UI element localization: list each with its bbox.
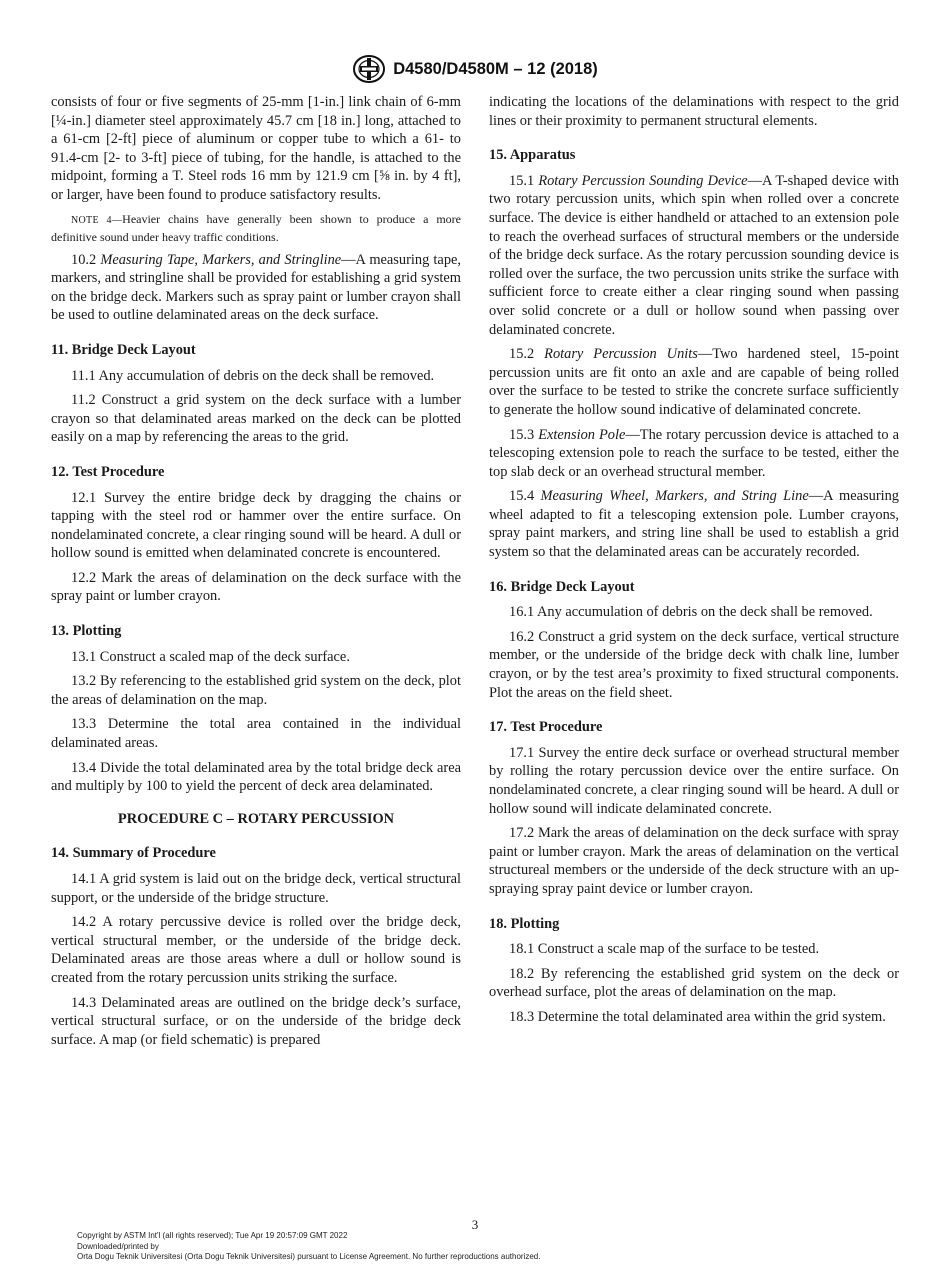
page-header bbox=[0, 52, 950, 86]
paragraph: consists of four or five segments of 25-mm [1-in.] link chain of 6-mm [¼-in.] diameter steel approximately 45.7 cm [18 in.] long, attached to a 61-cm [2-ft] piece of aluminum or copper tube to which a 61- to 91.4-cm [2- to 3-ft] piece of tubing, for the handle, is attached to the midpoint, forming a T. Steel rods 16 mm by 121.9 cm [⅝ in. by 4 ft], or larger, have been found to produce satisfactory results. bbox=[51, 94, 461, 203]
section-18-2: 18.2 By referencing the established grid system on the deck or overhead surface, plot the areas of delamination on the map. bbox=[489, 965, 899, 1001]
section-text: —Two hardened steel, 15-point percussion units are fit onto an axle and are capable of being rolled over the surface to be tested to strike the concrete surface sufficiently to generate the hollow sound indicative of delaminated concrete. bbox=[489, 346, 899, 418]
section-14-3: 14.3 Delaminated areas are outlined on the bridge deck’s surface, vertical structural surface, or on the underside of the bridge deck surface. A map (or field schematic) is prepared bbox=[51, 994, 461, 1048]
heading-16: 16. Bridge Deck Layout bbox=[489, 578, 635, 595]
heading-11: 11. Bridge Deck Layout bbox=[51, 341, 196, 358]
section-15-3 bbox=[489, 426, 899, 482]
section-15-1 bbox=[489, 172, 899, 339]
section-title: Rotary Percussion Units bbox=[544, 346, 698, 363]
section-text: —A measuring tape, markers, and stringline shall be provided for establishing a grid system on the bridge deck. Markers such as spray paint or lumber crayon shall be used to outline delaminated areas on the deck surface. bbox=[51, 251, 461, 324]
note-text: Heavier chains have generally been shown to produce a more definitive sound under heavy traffic conditions. bbox=[51, 211, 461, 244]
section-title: Rotary Percussion Sounding Device bbox=[538, 172, 748, 189]
section-text: —The rotary percussion device is attached to a telescoping extension pole to reach the surface to be tested, either the top slab deck or an overhead structural member. bbox=[489, 426, 900, 480]
heading-12: 12. Test Procedure bbox=[51, 463, 165, 480]
heading-15: 15. Apparatus bbox=[489, 147, 576, 164]
heading-13: 13. Plotting bbox=[51, 623, 122, 640]
section-text: —A measuring wheel adapted to fit a telescoping extension pole. Lumber crayons, spray paint markers, and string line shall be used to establish a grid system so that the delaminated areas can be accurately recorded. bbox=[489, 488, 900, 561]
section-14-2: 14.2 A rotary percussive device is rolled over the bridge deck, vertical structural member, or the underside of the bridge deck. Delaminated areas are those areas where a dull or hollow sound is created from the rotary percussion units striking the surface. bbox=[51, 914, 461, 986]
footer-line: Downloaded/printed by bbox=[77, 1241, 159, 1251]
section-18-3: 18.3 Determine the total delaminated area within the grid system. bbox=[509, 1008, 886, 1025]
section-12-2: 12.2 Mark the areas of delamination on the deck surface with the spray paint or lumber crayon. bbox=[51, 569, 461, 605]
section-text: —A T-shaped device with two rotary percussion units, which spin when rolled over a concrete surface. The device is either handheld or attached to an extension pole to reach the overhead surfaces of structural members or the underside of the bridge deck surface. As the rotary percussion sounding device is rolled over the surface, the two percussion units strike the surface with sufficient force to create either a clear ringing sound when passing over solid concrete or a dull or hollow sound when passing over delaminated concrete. bbox=[489, 172, 900, 338]
section-15-4 bbox=[489, 487, 899, 561]
paragraph-continued: indicating the locations of the delaminations with respect to the grid lines or their proximity to permanent structural elements. bbox=[489, 94, 899, 129]
section-number: 15.1 bbox=[509, 172, 539, 189]
section-title: Measuring Tape, Markers, and Stringline bbox=[100, 251, 342, 268]
section-14-1: 14.1 A grid system is laid out on the bridge deck, vertical structural support, or the underside of the bridge structure. bbox=[51, 871, 461, 906]
footer-line: Orta Dogu Teknik Universitesi (Orta Dogu Teknik Universitesi) pursuant to License Agreement. No further reproductions authorized. bbox=[77, 1252, 541, 1261]
section-13-1: 13.1 Construct a scaled map of the deck surface. bbox=[71, 648, 350, 665]
page-number: 3 bbox=[471, 1217, 479, 1232]
section-11-1: 11.1 Any accumulation of debris on the deck shall be removed. bbox=[71, 367, 435, 384]
document-id: D4580/D4580M – 12 (2018) bbox=[393, 59, 598, 78]
footer-line: Copyright by ASTM Int'l (all rights reserved); Tue Apr 19 20:57:09 GMT 2022 bbox=[77, 1231, 348, 1240]
section-17-1: 17.1 Survey the entire deck surface or overhead structural member by rolling the rotary percussion device over the entire surface. On nondelaminated concrete, a clear ringing sound will be heard. A dull or hollow sound will indicate delaminated concrete. bbox=[489, 744, 899, 817]
section-10-2 bbox=[51, 251, 461, 325]
section-13-3: 13.3 Determine the total area contained in the individual delaminated areas. bbox=[51, 716, 461, 752]
section-title: Extension Pole bbox=[538, 426, 626, 443]
section-11-2: 11.2 Construct a grid system on the deck surface with a lumber crayon so that delaminated areas marked on the deck can be plotted easily on a map by referencing the areas to the grid. bbox=[51, 392, 461, 446]
astm-logo-icon bbox=[352, 54, 386, 84]
section-13-2: 13.2 By referencing to the established grid system on the deck, plot the areas of delamination on the map. bbox=[51, 673, 461, 708]
section-16-1: 16.1 Any accumulation of debris on the deck shall be removed. bbox=[509, 604, 873, 621]
section-number: 15.3 bbox=[509, 426, 539, 443]
section-number: 15.4 bbox=[509, 488, 541, 505]
section-12-1: 12.1 Survey the entire bridge deck by dragging the chains or tapping with the steel rod or hammer over the entire surface. On nondelaminated concrete, a clear ringing sound will be heard. A dull or hollow sound is emitted when delaminated concrete is encountered. bbox=[51, 489, 461, 562]
section-13-4: 13.4 Divide the total delaminated area by the total bridge deck area and multiply by 100 to yield the percent of deck area delaminated. bbox=[51, 759, 461, 795]
section-title: Measuring Wheel, Markers, and String Line bbox=[540, 488, 809, 505]
copyright-footer bbox=[77, 1231, 540, 1263]
section-18-1: 18.1 Construct a scale map of the surface to be tested. bbox=[509, 941, 820, 958]
section-number: 10.2 bbox=[71, 251, 101, 268]
heading-17: 17. Test Procedure bbox=[489, 719, 603, 736]
left-column bbox=[51, 93, 461, 1055]
note-label: NOTE 4— bbox=[71, 214, 123, 226]
section-16-2: 16.2 Construct a grid system on the deck surface, vertical structure member, or the underside of the bridge deck with chalk line, lumber crayon, or by the test area’s proximity to fixed structural components. Plot the areas on the field sheet. bbox=[489, 628, 899, 701]
section-15-2 bbox=[489, 345, 899, 419]
section-17-2: 17.2 Mark the areas of delamination on the deck surface with spray paint or lumber crayon. Mark the areas of delamination on the vertical structureal members or the underside of the deck structure with an up-spraying spray paint device or lumber crayon. bbox=[489, 825, 899, 897]
heading-18: 18. Plotting bbox=[489, 915, 560, 932]
heading-14: 14. Summary of Procedure bbox=[51, 845, 216, 862]
procedure-c-heading: PROCEDURE C – ROTARY PERCUSSION bbox=[117, 810, 395, 827]
section-number: 15.2 bbox=[509, 346, 545, 363]
right-column bbox=[489, 93, 899, 1033]
note-4 bbox=[51, 211, 461, 245]
